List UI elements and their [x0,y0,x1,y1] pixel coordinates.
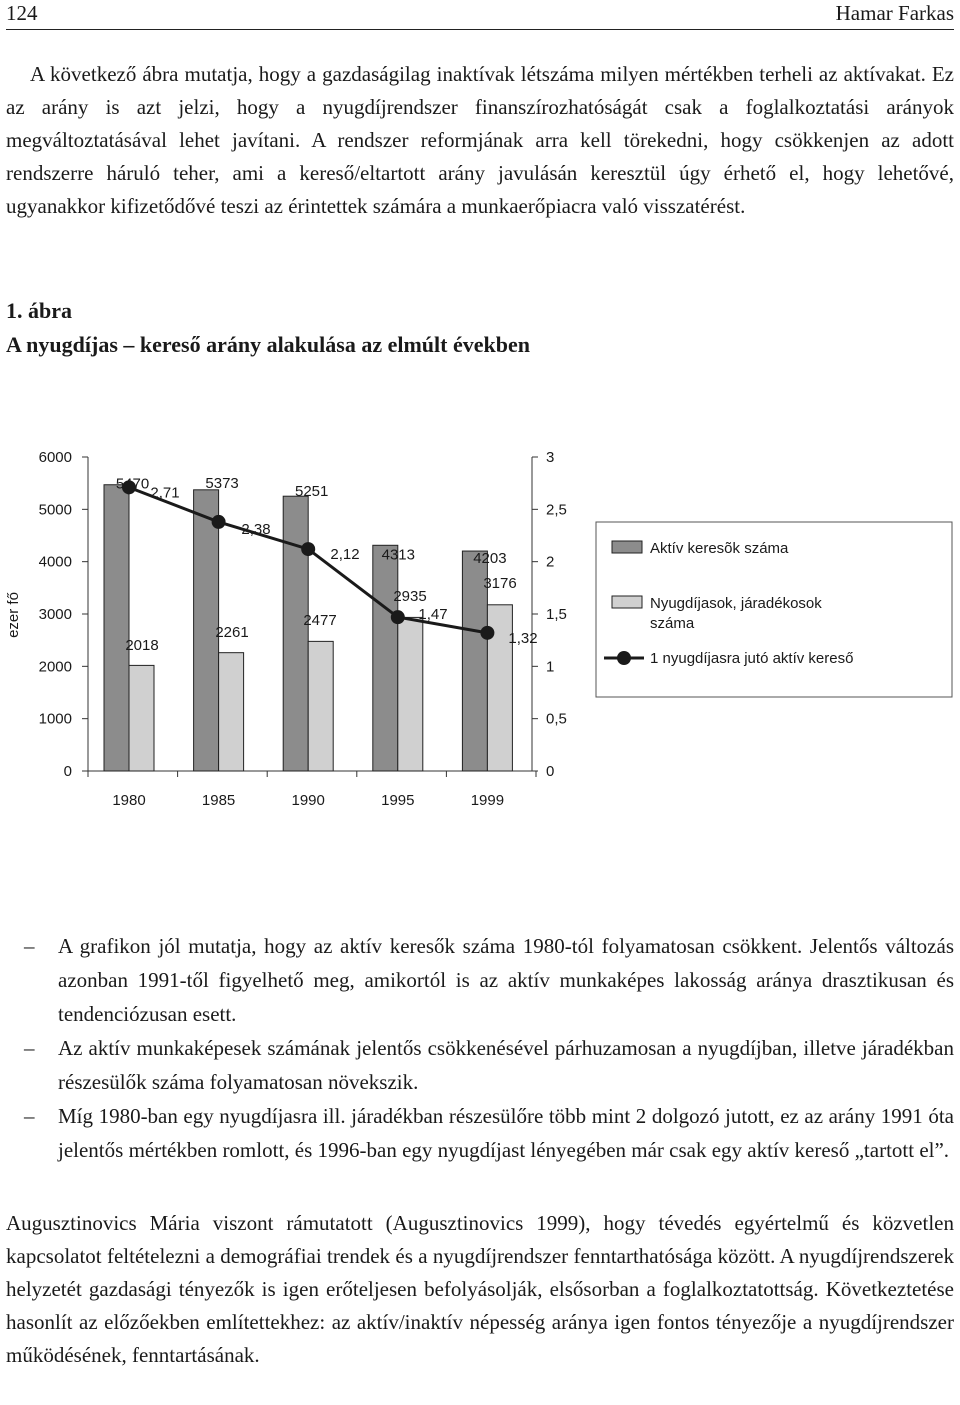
x-tick-label: 1990 [291,792,325,809]
ratio-point [391,610,405,624]
bullet-dash: – [24,934,35,958]
legend-swatch-nyugdijas [612,596,642,608]
legend-label-aktiv: Aktív keresõk száma [650,540,789,557]
closing-paragraph: Augusztinovics Mária viszont rámutatott (Augusztinovics 1999), hogy tévedés egyértelmű és közvetlen kapcsolatot feltételezni a demográfiai trendek és a nyugdíjrendszer fenntarthatósága között. A nyugdíjrendszerek helyzetét gazdasági tényezők is igen erőteljesen befolyásolják, elsősorban a foglalkoztatottság. Következtetése hasonlít az előzőekben említettekhez: az aktív/inaktív népesség aránya igen fontos tényezője a nyugdíjrendszer működésének, fenntartásának. [6,1211,954,1367]
chart-legend [596,522,952,697]
legend-swatch-aktiv [612,541,642,553]
bar-nyugdijas [308,641,333,771]
bullet-text: Míg 1980-ban egy nyugdíjasra ill. járadékban részesülőre több mint 2 dolgozó jutott, ez az arány 1991 óta jelentős mértékben romlott, és 1996-ban egy nyugdíjast lényegében már csak egy aktív kereső „tartott el”. [58,1104,954,1162]
nyugdijas-value-label: 2018 [125,637,159,654]
bullet-list [6,929,954,1167]
page-header [6,0,954,30]
running-head-author: Hamar Farkas [835,1,954,25]
aktiv-value-label: 4203 [473,550,507,568]
right-tick-label: 1 [546,658,555,676]
ratio-value-label: 2,71 [150,484,180,502]
right-tick-label: 2 [546,553,555,571]
left-tick-label: 1000 [38,710,72,728]
aktiv-value-label: 4313 [381,546,415,564]
ratio-value-label: 1,32 [508,629,538,647]
left-tick-label: 3000 [38,606,72,623]
right-tick-label: 0,5 [546,710,567,728]
ratio-value-label: 2,12 [330,546,360,564]
ratio-chart [0,430,960,830]
right-tick-label: 1,5 [546,606,567,623]
legend-label-ratio: 1 nyugdíjasra jutó aktív kereső [650,650,854,667]
left-tick-label: 6000 [38,449,72,466]
figure-title: A nyugdíjas – kereső arány alakulása az elmúlt években [6,332,530,357]
left-axis-title: ezer fő [5,592,22,638]
left-tick-label: 2000 [38,658,72,676]
ratio-point [480,626,494,640]
bar-aktiv [283,496,308,771]
x-tick-label: 1999 [470,792,505,809]
ratio-value-label: 1,47 [418,606,448,624]
bullet-item [6,1099,954,1167]
bullet-text: A grafikon jól mutatja, hogy az aktív keresők száma 1980-tól folyamatosan csökkent. Jelentős változás azonban 1991-től figyelhető meg, amikortól is az aktív munkaképes lakosság aránya drasztikusan és tendenciózusan esett. [58,934,954,1026]
bar-nyugdijas [129,665,154,771]
ratio-value-label: 2,38 [241,520,271,538]
x-tick-label: 1985 [201,792,236,809]
legend-label-nyugdijas: Nyugdíjasok, járadékosok száma [650,595,822,632]
bar-aktiv [373,545,398,771]
nyugdijas-value-label: 2477 [303,612,337,629]
right-tick-label: 3 [546,449,555,466]
nyugdijas-value-label: 3176 [483,575,517,592]
left-tick-label: 0 [63,763,72,780]
x-tick-label: 1995 [381,792,415,809]
ratio-point [301,542,315,556]
bar-nyugdijas [219,653,244,771]
bullet-dash: – [24,1036,35,1060]
aktiv-value-label: 5251 [295,483,329,501]
figure-label: 1. ábra [6,298,72,323]
nyugdijas-value-label: 2261 [215,624,249,641]
bullet-item [6,1031,954,1099]
aktiv-value-label: 5373 [205,474,239,492]
right-tick-label: 2,5 [546,501,567,519]
right-tick-label: 0 [546,763,555,780]
header-rule [6,29,954,30]
legend-marker-ratio [617,651,631,665]
bullet-item [6,929,954,1031]
aktiv-value-label: 5470 [115,475,150,493]
left-tick-label: 4000 [38,553,72,571]
x-tick-label: 1980 [112,792,146,809]
left-tick-label: 5000 [38,501,72,519]
nyugdijas-value-label: 2935 [393,588,427,605]
bar-aktiv [104,485,129,771]
bullet-text: Az aktív munkaképesek számának jelentős csökkenésével párhuzamosan a nyugdíjban, illetve járadékban részesülők száma folyamatosan növekszik. [58,1036,954,1094]
bullet-dash: – [24,1104,35,1128]
intro-paragraph: A következő ábra mutatja, hogy a gazdaságilag inaktívak létszáma milyen mértékben terheli az aktívakat. Ez az arány is azt jelzi, hogy a nyugdíjrendszer finanszírozhatóságát csak a foglalkoztatási arányok megváltoztatásával lehet javítani. A rendszer reformjának arra kell törekedni, hogy csökkenjen az adott rendszerre háruló teher, ami a kereső/eltartott arány javulásán keresztül úgy érhető el, hogy lehetővé, ugyanakkor kifizetődővé teszi az érintettek számára a munkaerőpiacra való visszatérést. [6,62,954,218]
page-number: 124 [6,1,38,25]
ratio-point [212,515,226,529]
bar-nyugdijas [398,617,423,771]
